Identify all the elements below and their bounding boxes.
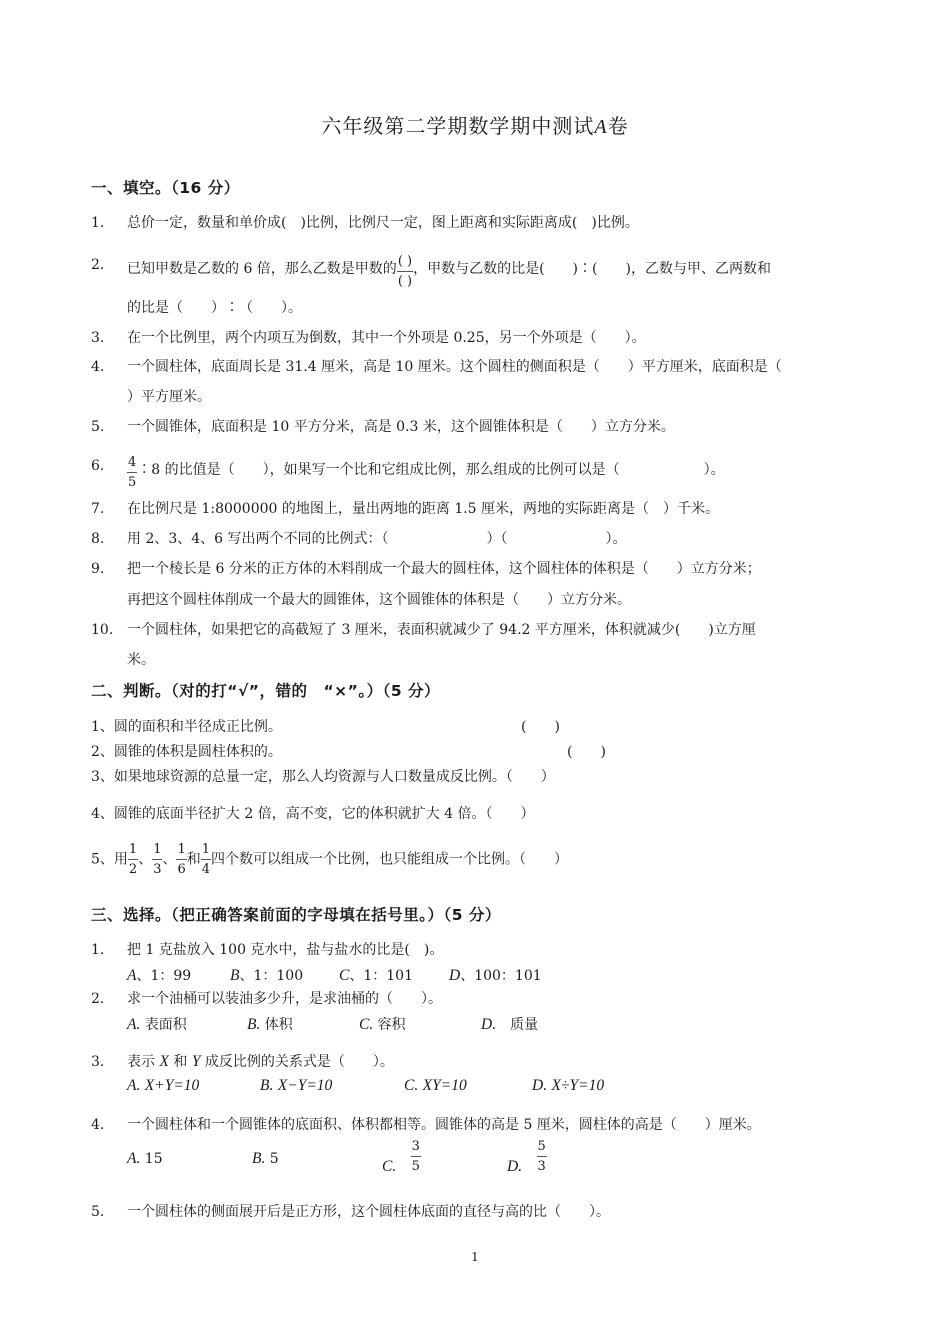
fill-question-2-cont: 的比是（ ）∶（ ）。	[127, 300, 302, 316]
section-heading-judge: 二、判断。（对的打“√”，错的 “×”。）（5 分）	[91, 682, 441, 700]
choice-4-option-a: A. 15	[127, 1150, 163, 1167]
judge-item-5: 5、用 $\frac{1}{2}$ 、 $\frac{1}{3}$ 、 $\frac{1}{6}$ 和 $\frac{1}{4}$ 四个数可以组成一个比例，也只能组成一个比例。（ ）	[91, 842, 569, 877]
fill-question-10-cont: 米。	[127, 652, 155, 668]
judge-item-3: 3、如果地球资源的总量一定，那么人均资源与人口数量成反比例。（ ）	[91, 769, 555, 785]
choice-2-option-b: B. 体积	[247, 1016, 293, 1033]
choice-4-option-c: C. $\frac{3}{5}$	[382, 1139, 420, 1175]
page-title: 六年级第二学期数学期中测试A卷	[321, 114, 629, 138]
choice-2-option-a: A. 表面积	[127, 1016, 187, 1033]
section-heading-choice: 三、选择。（把正确答案前面的字母填在括号里。）（5 分）	[91, 906, 501, 924]
judge-item-2: 2、圆锥的体积是圆柱体积的。 ( )	[91, 744, 606, 760]
choice-4-option-b: B. 5	[252, 1150, 279, 1167]
choice-3-option-d: D. X÷Y=10	[532, 1077, 605, 1094]
fill-question-9-cont: 再把这个圆柱体削成一个最大的圆锥体，这个圆锥体的体积是（ ）立方分米。	[127, 592, 631, 608]
choice-1-option-a: A、1：99	[127, 967, 192, 984]
choice-1-option-b: B、1：100	[230, 967, 304, 984]
choice-3-option-a: A. X+Y=10	[127, 1077, 200, 1094]
judge-item-4: 4、圆锥的底面半径扩大 2 倍，高不变，它的体积就扩大 4 倍。（ ）	[91, 806, 535, 822]
choice-1-option-c: C、1：101	[339, 967, 413, 984]
choice-1-option-d: D、100：101	[449, 967, 542, 984]
fill-question-4-cont: ）平方厘米。	[127, 389, 211, 405]
choice-4-option-d: D. $\frac{5}{3}$	[507, 1139, 546, 1175]
choice-2-option-d: D. 质量	[481, 1016, 539, 1033]
page-number: 1	[471, 1250, 479, 1264]
judge-item-1: 1、圆的面积和半径成正比例。 ( )	[91, 719, 560, 735]
choice-2-option-c: C. 容积	[359, 1016, 406, 1033]
choice-3-option-b: B. X−Y=10	[260, 1077, 333, 1094]
choice-3-option-c: C. XY=10	[404, 1077, 467, 1094]
section-heading-fill: 一、填空。（16 分）	[91, 179, 240, 197]
